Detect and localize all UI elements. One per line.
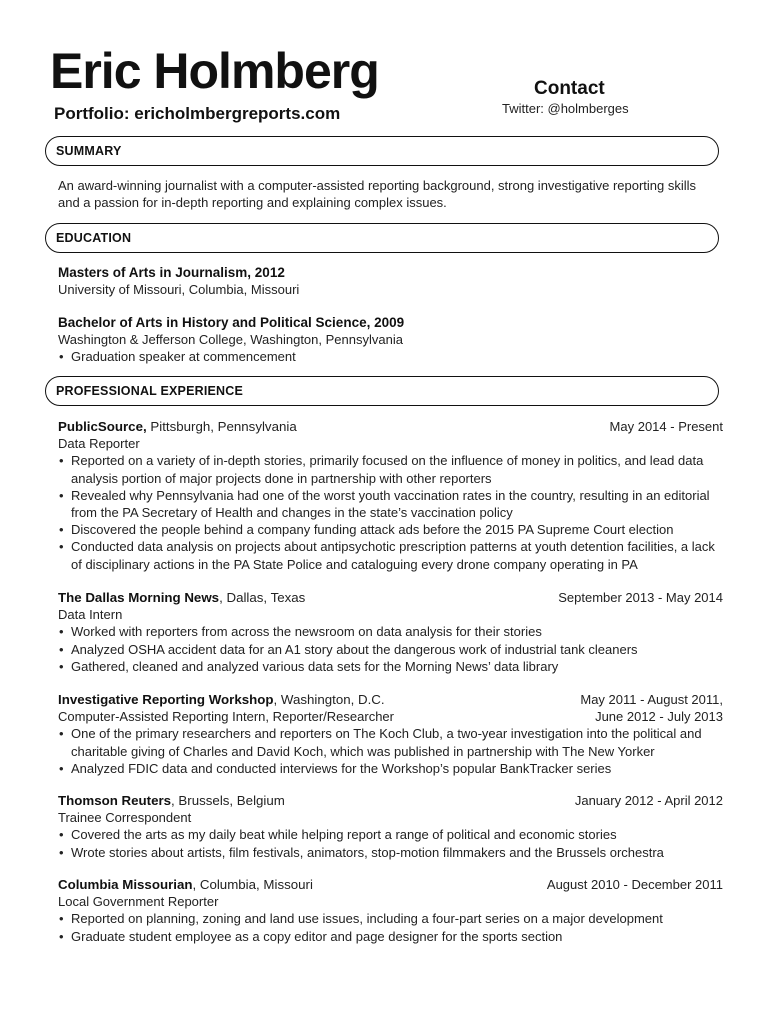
job-entry [58,589,723,675]
education-entry [58,314,723,366]
job-dates: May 2011 - August 2011, [580,692,723,707]
degree-title: Bachelor of Arts in History and Political Science, 2009 [58,315,405,330]
job-bullet: • Conducted data analysis on projects about antipsychotic prescription patterns at youth detention facilities, a lack of disciplinary actions in the PA State Police and cataloguing every drone company operating in PA [58,538,723,572]
job-bullet: • Reported on a variety of in-depth stories, primarily focused on the influence of money in politics, and lead data analysis portion of major projects done in partnership with other reporters [58,452,723,486]
job-bullet: • Analyzed FDIC data and conducted interviews for the Workshop’s popular BankTracker series [58,760,723,777]
job-entry [58,792,723,861]
job-bullet: • Reported on planning, zoning and land use issues, including a four-part series on a major development [58,910,723,927]
twitter-handle: Twitter: @holmberges [502,101,629,116]
job-role: Computer-Assisted Reporting Intern, Reporter/Researcher [58,709,394,725]
job-bullet: • Analyzed OSHA accident data for an A1 story about the dangerous work of industrial tank cleaners [58,641,723,658]
summary-heading: SUMMARY [56,144,122,158]
employer-name: PublicSource, [58,419,147,434]
degree-title: Masters of Arts in Journalism, 2012 [58,265,285,280]
job-dates: August 2010 - December 2011 [546,877,723,892]
experience-heading: PROFESSIONAL EXPERIENCE [56,384,244,398]
summary-section-header [45,136,719,166]
experience-section-header [45,376,719,406]
job-dates-secondary: June 2012 - July 2013 [595,709,723,725]
job-bullet: • Revealed why Pennsylvania had one of the worst youth vaccination rates in the country, resulting in an editorial from the PA Secretary of Health and changes in the state’s vaccination policy [58,487,723,521]
employer-location: , Dallas, Texas [219,590,306,605]
employer-location: Pittsburgh, Pennsylvania [146,419,297,434]
job-role: Local Government Reporter [58,894,219,910]
job-bullet: • Discovered the people behind a company funding attack ads before the 2015 PA Supreme Court election [58,521,723,538]
education-section-header [45,223,719,253]
school-name: University of Missouri, Columbia, Missouri [58,282,300,298]
employer-name: The Dallas Morning News [58,590,220,605]
education-entry [58,264,723,298]
education-heading: EDUCATION [56,231,132,245]
job-dates: May 2014 - Present [609,419,723,434]
job-bullet: • Graduate student employee as a copy editor and page designer for the sports section [58,928,723,945]
employer-name: Investigative Reporting Workshop [58,692,274,707]
job-dates: January 2012 - April 2012 [574,793,723,808]
job-bullet: • Gathered, cleaned and analyzed various data sets for the Morning News’ data library [58,658,723,675]
job-bullet: • Worked with reporters from across the newsroom on data analysis for their stories [58,623,723,640]
job-role: Data Reporter [58,436,140,452]
education-bullet: • Graduation speaker at commencement [58,348,723,365]
job-entry [58,418,723,573]
job-entry [58,691,723,777]
employer-name: Columbia Missourian [58,877,193,892]
school-name: Washington & Jefferson College, Washington, Pennsylvania [58,332,403,348]
employer-location: , Columbia, Missouri [192,877,313,892]
employer-location: , Washington, D.C. [273,692,385,707]
job-bullet: • One of the primary researchers and reporters on The Koch Club, a two-year investigation into the political and charitable giving of Charles and David Koch, which was published in partnership with The New Yorker [58,725,723,759]
summary-text: An award-winning journalist with a computer-assisted reporting background, strong investigative reporting skills and a passion for in-depth reporting and explaining complex issues. [58,178,697,210]
employer-location: , Brussels, Belgium [171,793,285,808]
job-dates: September 2013 - May 2014 [558,590,723,605]
job-role: Trainee Correspondent [58,810,192,826]
candidate-name: Eric Holmberg [50,43,379,99]
job-entry [58,876,723,945]
contact-heading: Contact [534,78,605,99]
job-bullet: • Covered the arts as my daily beat while helping report a range of political and economic stories [58,826,723,843]
job-bullet: • Wrote stories about artists, film festivals, animators, stop-motion filmmakers and the Brussels orchestra [58,844,723,861]
job-role: Data Intern [58,607,123,623]
portfolio-line: Portfolio: ericholmbergreports.com [54,104,341,123]
employer-name: Thomson Reuters [58,793,172,808]
